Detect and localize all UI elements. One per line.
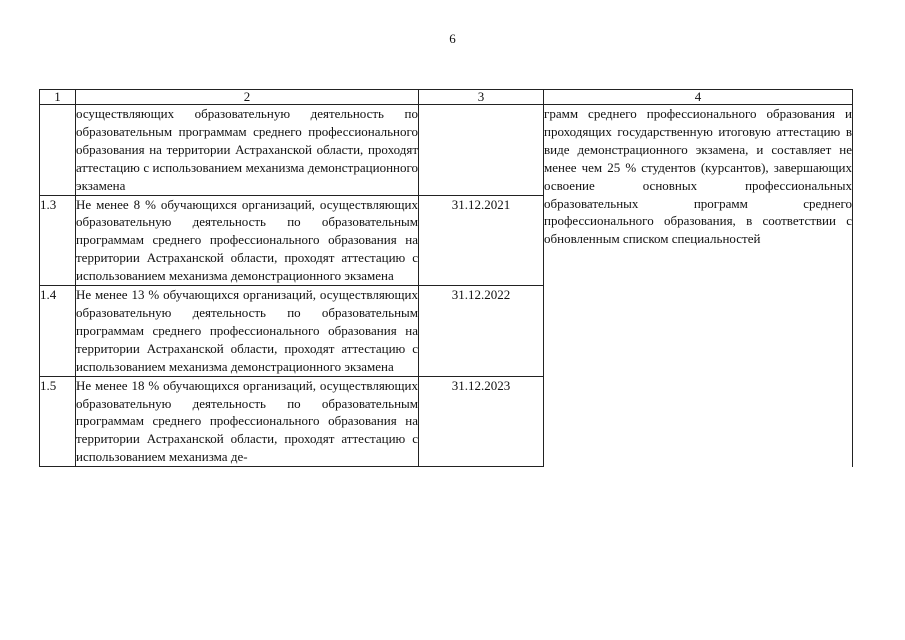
- row-date: 31.12.2023: [419, 376, 544, 467]
- column4-text: грамм среднего профессионального образования и проходящих государственную итоговую аттестацию в виде демонстрационного экзамена, и составляет не менее чем 25 % студентов (курсантов), завершающих освоение основных профессиональных образовательных программ среднего профессионального образования, в соответствии с обновленным списком специальностей: [544, 105, 853, 467]
- header-col-4: 4: [544, 90, 853, 105]
- header-col-2: 2: [76, 90, 419, 105]
- page-number: 6: [449, 31, 456, 46]
- row-number: 1.4: [40, 286, 76, 377]
- row-number: [40, 105, 76, 196]
- row-description: Не менее 13 % обучающихся организаций, осуществляющих образовательную деятельность по образовательным программам среднего профессионального образования на территории Астраханской области, проходят аттестацию с использованием механизма демонстрационного экзамена: [76, 286, 419, 377]
- row-date: [419, 105, 544, 196]
- row-date: 31.12.2022: [419, 286, 544, 377]
- row-date: 31.12.2021: [419, 195, 544, 286]
- row-number: 1.5: [40, 376, 76, 467]
- row-description: Не менее 8 % обучающихся организаций, осуществляющих образовательную деятельность по образовательным программам среднего профессионального образования на территории Астраханской области, проходят аттестацию с использованием механизма демонстрационного экзамена: [76, 195, 419, 286]
- table-row: [40, 105, 853, 196]
- header-col-3: 3: [419, 90, 544, 105]
- header-col-1: 1: [40, 90, 76, 105]
- row-description: осуществляющих образовательную деятельность по образовательным программам среднего профессионального образования на территории Астраханской области, проходят аттестацию с использованием механизма демонстрационного экзамена: [76, 105, 419, 196]
- table-header-row: [40, 90, 853, 105]
- row-description: Не менее 18 % обучающихся организаций, осуществляющих образовательную деятельность по образовательным программам среднего профессионального образования на территории Астраханской области, проходят аттестацию с использованием механизма де-: [76, 376, 419, 467]
- document-table: [39, 89, 853, 467]
- row-number: 1.3: [40, 195, 76, 286]
